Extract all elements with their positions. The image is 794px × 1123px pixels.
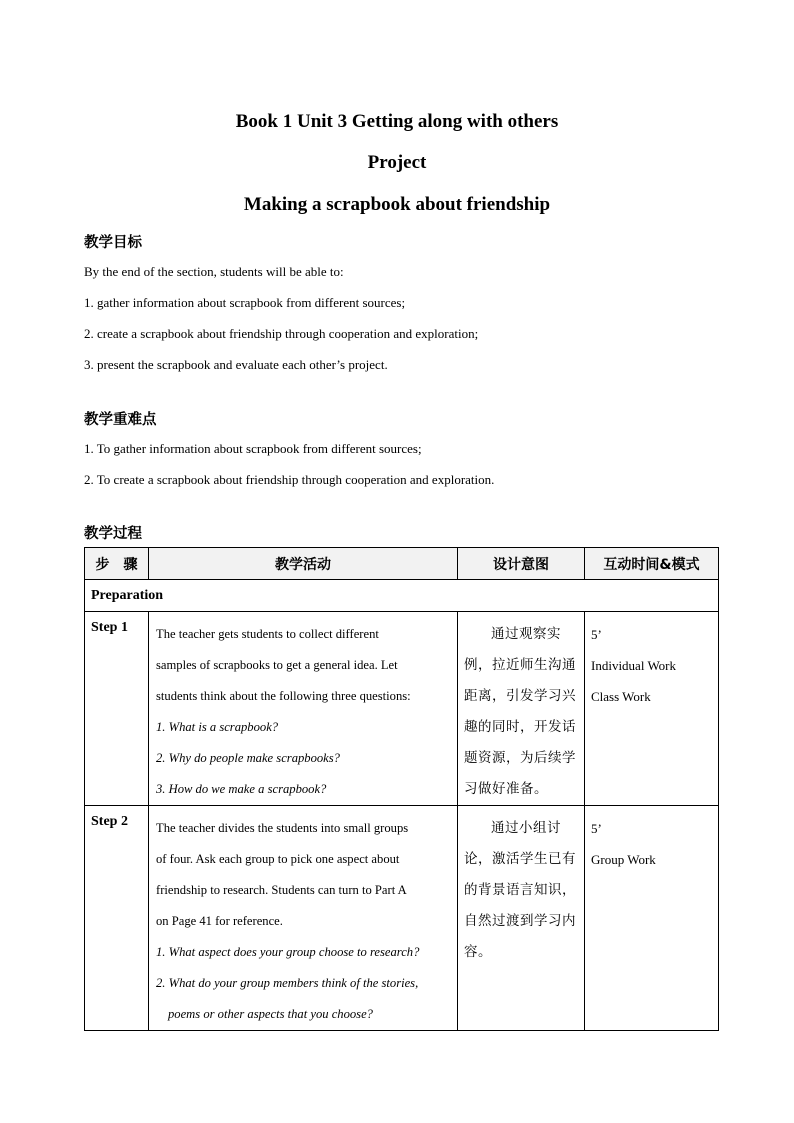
phase-row [85,580,719,612]
objectives-heading: 教学目标 [84,235,142,251]
step-time: 5’ [591,627,602,642]
aim-line: 自然过渡到学习内 [464,913,576,929]
step-activity [149,612,458,806]
table-row [85,806,719,1031]
document-subtitle: Project [367,152,427,173]
step-time: 5’ [591,821,602,836]
aim-line: 论，激活学生已有 [464,851,576,867]
activity-line: of four. Ask each group to pick one aspect about [156,852,400,866]
activity-line: friendship to research. Students can turn to Part A [156,883,407,897]
activity-question: 2. Why do people make scrapbooks? [156,751,340,765]
column-header-time-mode: 互动时间&模式 [585,548,719,580]
activity-line: The teacher gets students to collect different [156,627,379,641]
aim-line: 趣的同时，开发话 [464,719,576,735]
activity-line: samples of scrapbooks to get a general idea. Let [156,658,398,672]
step-design-aim [458,612,585,806]
interaction-mode: Individual Work [591,658,677,673]
key-point-item: 2. To create a scrapbook about friendship through cooperation and exploration. [84,472,495,487]
step-time-mode [585,806,719,1031]
activity-question: 1. What aspect does your group choose to research? [156,945,420,959]
aim-line: 距离，引发学习兴 [464,688,576,704]
table-header-row [85,548,719,580]
activity-line: The teacher divides the students into small groups [156,821,409,835]
step-time-mode [585,612,719,806]
step-label: Step 1 [85,612,149,806]
interaction-mode: Class Work [591,689,651,704]
key-point-item: 1. To gather information about scrapbook from different sources; [84,441,422,456]
aim-line: 的背景语言知识， [464,882,576,898]
activity-line: on Page 41 for reference. [156,914,283,928]
phase-label: Preparation [85,580,719,612]
process-heading: 教学过程 [84,526,142,542]
objective-item: 1. gather information about scrapbook from different sources; [84,295,406,310]
aim-line: 通过小组讨 [491,820,561,836]
step-activity [149,806,458,1031]
activity-question: 2. What do your group members think of the stories, [156,976,419,990]
aim-line: 容。 [464,944,492,960]
objective-item: 2. create a scrapbook about friendship through cooperation and exploration; [84,326,479,341]
activity-question: poems or other aspects that you choose? [168,1007,373,1021]
interaction-mode: Group Work [591,852,656,867]
objective-item: 3. present the scrapbook and evaluate each other’s project. [84,357,388,372]
column-header-activity: 教学活动 [149,548,458,580]
key-points-heading: 教学重难点 [84,412,157,428]
teaching-process-table [84,547,719,1031]
aim-line: 题资源，为后续学 [464,750,576,766]
activity-question: 3. How do we make a scrapbook? [156,782,327,796]
lesson-topic: Making a scrapbook about friendship [243,194,551,215]
objectives-intro: By the end of the section, students will be able to: [84,264,344,279]
aim-line: 例，拉近师生沟通 [464,657,576,673]
step-design-aim [458,806,585,1031]
table-row [85,612,719,806]
aim-line: 通过观察实 [491,626,561,642]
document-title: Book 1 Unit 3 Getting along with others [235,111,559,132]
column-header-step: 步 骤 [85,548,149,580]
column-header-aim: 设计意图 [458,548,585,580]
aim-line: 习做好准备。 [464,781,548,797]
activity-question: 1. What is a scrapbook? [156,720,279,734]
step-label: Step 2 [85,806,149,1031]
activity-line: students think about the following three questions: [156,689,411,703]
